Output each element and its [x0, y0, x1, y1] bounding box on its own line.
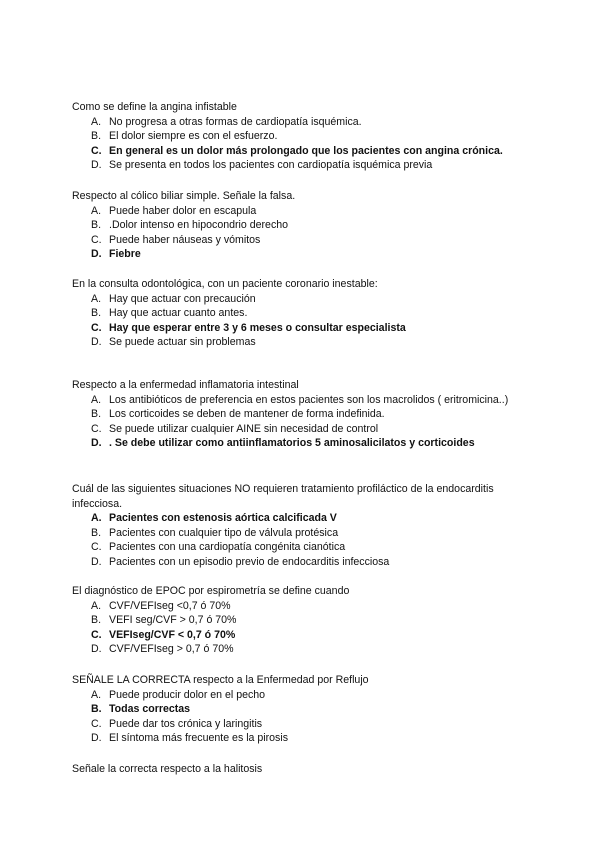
option-b	[72, 306, 542, 321]
option-text: Fiebre	[109, 248, 141, 261]
question-stem: Respecto a la enfermedad inflamatoria intestinal	[72, 379, 299, 391]
option-letter: D.	[91, 159, 102, 172]
option-letter: C.	[91, 233, 102, 246]
option-text: CVF/VEFIseg > 0,7 ó 70%	[109, 643, 234, 656]
option-letter: D.	[91, 248, 102, 261]
question-4	[72, 378, 542, 451]
option-d	[72, 642, 542, 657]
question-stem: SEÑALE LA CORRECTA respecto a la Enfermedad por Reflujo	[72, 674, 369, 686]
options-list	[72, 393, 542, 451]
option-a	[72, 292, 542, 307]
option-d	[72, 158, 542, 173]
option-a	[72, 511, 542, 526]
option-c	[72, 144, 542, 159]
option-letter: B.	[91, 219, 102, 232]
option-b	[72, 218, 542, 233]
question-8	[72, 762, 542, 777]
option-letter: D.	[91, 732, 102, 745]
option-letter: B.	[91, 307, 102, 320]
option-letter: A.	[91, 393, 102, 406]
option-b	[72, 526, 542, 541]
options-list	[72, 204, 542, 262]
option-text: Hay que actuar cuanto antes.	[109, 307, 248, 320]
option-text: Pacientes con cualquier tipo de válvula protésica	[109, 526, 339, 539]
option-d	[72, 731, 542, 746]
option-c	[72, 628, 542, 643]
question-5	[72, 482, 542, 570]
option-text: El dolor siempre es con el esfuerzo.	[109, 130, 278, 143]
option-letter: C.	[91, 541, 102, 554]
options-list	[72, 511, 542, 569]
option-letter: B.	[91, 614, 102, 627]
question-stem: Cuál de las siguientes situaciones NO requieren tratamiento profiláctico de la endocarditis infecciosa.	[72, 483, 494, 510]
option-letter: D.	[91, 643, 102, 656]
option-text: En general es un dolor más prolongado que los pacientes con angina crónica.	[109, 144, 503, 157]
option-text: Puede producir dolor en el pecho	[109, 688, 266, 701]
option-text: CVF/VEFIseg <0,7 ó 70%	[109, 599, 231, 612]
option-a	[72, 393, 542, 408]
question-7	[72, 673, 542, 746]
option-letter: D.	[91, 555, 102, 568]
options-list	[72, 115, 542, 173]
option-c	[72, 321, 542, 336]
option-letter: B.	[91, 408, 102, 421]
option-letter: B.	[91, 703, 102, 716]
option-a	[72, 115, 542, 130]
option-letter: B.	[91, 130, 102, 143]
option-c	[72, 717, 542, 732]
question-stem: Respecto al cólico biliar simple. Señale la falsa.	[72, 190, 296, 202]
option-b	[72, 613, 542, 628]
option-text: . Se debe utilizar como antiinflamatorios 5 aminosalicilatos y corticoides	[109, 437, 475, 450]
option-letter: C.	[91, 628, 102, 641]
question-2	[72, 189, 542, 262]
option-a	[72, 204, 542, 219]
option-letter: C.	[91, 717, 102, 730]
question-3	[72, 277, 542, 350]
option-letter: C.	[91, 144, 102, 157]
option-text: Pacientes con una cardiopatía congénita cianótica	[109, 541, 346, 554]
option-text: Hay que esperar entre 3 y 6 meses o consultar especialista	[109, 321, 406, 334]
question-stem: Como se define la angina infistable	[72, 101, 237, 113]
option-letter: A.	[91, 599, 102, 612]
option-text: Se puede utilizar cualquier AINE sin necesidad de control	[109, 422, 379, 435]
option-letter: D.	[91, 437, 102, 450]
option-letter: C.	[91, 422, 102, 435]
option-text: Puede dar tos crónica y laringitis	[109, 717, 263, 730]
option-letter: C.	[91, 321, 102, 334]
option-d	[72, 555, 542, 570]
options-list	[72, 292, 542, 350]
option-letter: A.	[91, 115, 102, 128]
option-text: Pacientes con un episodio previo de endocarditis infecciosa	[109, 555, 390, 568]
question-1	[72, 100, 542, 173]
option-text: El síntoma más frecuente es la pirosis	[109, 732, 288, 745]
option-d	[72, 247, 542, 262]
option-text: Se presenta en todos los pacientes con cardiopatía isquémica previa	[109, 159, 433, 172]
option-c	[72, 422, 542, 437]
option-text: Hay que actuar con precaución	[109, 292, 256, 305]
option-text: VEFI seg/CVF > 0,7 ó 70%	[109, 614, 237, 627]
question-stem: El diagnóstico de EPOC por espirometría se define cuando	[72, 585, 350, 597]
option-text: No progresa a otras formas de cardiopatía isquémica.	[109, 115, 362, 128]
option-d	[72, 436, 542, 451]
option-text: VEFIseg/CVF < 0,7 ó 70%	[109, 628, 236, 641]
option-c	[72, 233, 542, 248]
options-list	[72, 688, 542, 746]
option-text: Los corticoides se deben de mantener de forma indefinida.	[109, 408, 385, 421]
option-letter: A.	[91, 292, 102, 305]
option-a	[72, 688, 542, 703]
option-text: Pacientes con estenosis aórtica calcificada V	[109, 512, 337, 525]
option-letter: A.	[91, 512, 102, 525]
options-list	[72, 599, 542, 657]
option-text: Se puede actuar sin problemas	[109, 336, 256, 349]
option-letter: A.	[91, 688, 102, 701]
question-stem: Señale la correcta respecto a la halitosis	[72, 763, 263, 775]
option-text: Los antibióticos de preferencia en estos pacientes son los macrolidos ( eritromicina..)	[109, 393, 509, 406]
option-d	[72, 335, 542, 350]
option-text: Puede haber náuseas y vómitos	[109, 233, 261, 246]
option-b	[72, 129, 542, 144]
option-text: Todas correctas	[109, 703, 191, 716]
option-a	[72, 599, 542, 614]
option-b	[72, 407, 542, 422]
option-letter: A.	[91, 204, 102, 217]
option-letter: D.	[91, 336, 102, 349]
option-text: Puede haber dolor en escapula	[109, 204, 257, 217]
question-6	[72, 584, 542, 657]
option-c	[72, 540, 542, 555]
option-b	[72, 702, 542, 717]
option-letter: B.	[91, 526, 102, 539]
question-stem: En la consulta odontológica, con un paciente coronario inestable:	[72, 278, 378, 290]
option-text: .Dolor intenso en hipocondrio derecho	[109, 219, 289, 232]
